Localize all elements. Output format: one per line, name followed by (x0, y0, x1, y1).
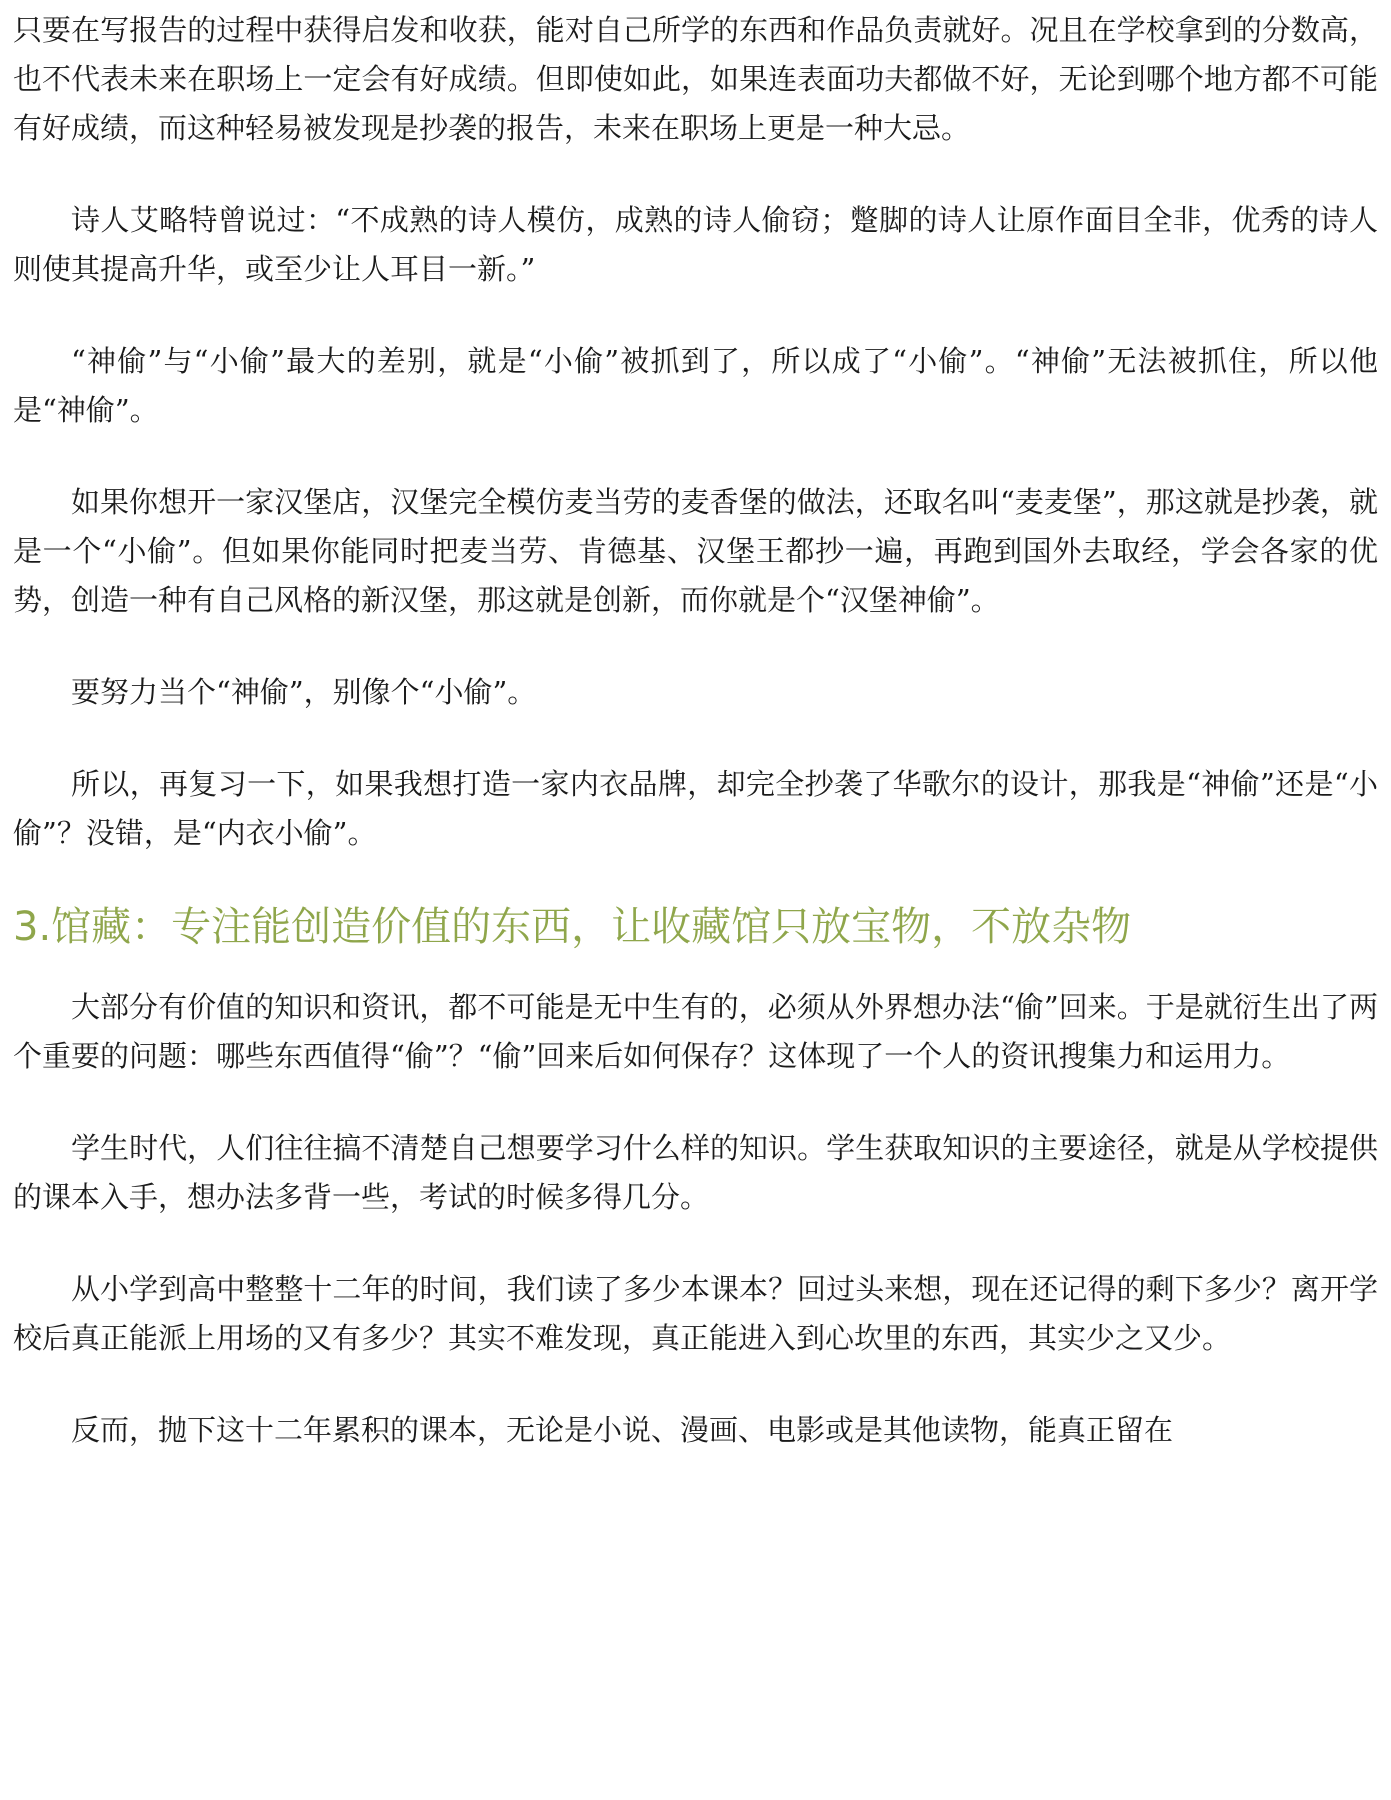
paragraph: 只要在写报告的过程中获得启发和收获，能对自己所学的东西和作品负责就好。况且在学校拿到的分数高，也不代表未来在职场上一定会有好成绩。但即使如此，如果连表面功夫都做不好，无论到哪个地方都不可能有好成绩，而这种轻易被发现是抄袭的报告，未来在职场上更是一种大忌。 (13, 13, 1378, 145)
paragraph: 从小学到高中整整十二年的时间，我们读了多少本课本？回过头来想，现在还记得的剩下多少？离开学校后真正能派上用场的又有多少？其实不难发现，真正能进入到心坎里的东西，其实少之又少。 (13, 1272, 1378, 1355)
paragraph: 学生时代，人们往往搞不清楚自己想要学习什么样的知识。学生获取知识的主要途径，就是从学校提供的课本入手，想办法多背一些，考试的时候多得几分。 (13, 1131, 1378, 1214)
paragraph: 如果你想开一家汉堡店，汉堡完全模仿麦当劳的麦香堡的做法，还取名叫“麦麦堡”，那这就是抄袭，就是一个“小偷”。但如果你能同时把麦当劳、肯德基、汉堡王都抄一遍，再跑到国外去取经，学会各家的优势，创造一种有自己风格的新汉堡，那这就是创新，而你就是个“汉堡神偷”。 (13, 485, 1378, 617)
paragraph: 所以，再复习一下，如果我想打造一家内衣品牌，却完全抄袭了华歌尔的设计，那我是“神偷”还是“小偷”？没错，是“内衣小偷”。 (13, 767, 1378, 850)
paragraph: 诗人艾略特曾说过：“不成熟的诗人模仿，成熟的诗人偷窃；蹩脚的诗人让原作面目全非，优秀的诗人则使其提高升华，或至少让人耳目一新。” (13, 203, 1378, 286)
paragraph: 要努力当个“神偷”，别像个“小偷”。 (71, 675, 537, 709)
paragraph: 反而，抛下这十二年累积的课本，无论是小说、漫画、电影或是其他读物，能真正留在 (71, 1413, 1174, 1447)
paragraph: 大部分有价值的知识和资讯，都不可能是无中生有的，必须从外界想办法“偷”回来。于是就衍生出了两个重要的问题：哪些东西值得“偷”？“偷”回来后如何保存？这体现了一个人的资讯搜集力和运用力。 (13, 990, 1378, 1073)
document-body (13, 6, 1378, 1498)
paragraph: “神偷”与“小偷”最大的差别，就是“小偷”被抓到了，所以成了“小偷”。“神偷”无法被抓住，所以他是“神偷”。 (13, 344, 1378, 427)
section-heading: 3.馆藏：专注能创造价值的东西，让收藏馆只放宝物，不放杂物 (13, 904, 1132, 950)
